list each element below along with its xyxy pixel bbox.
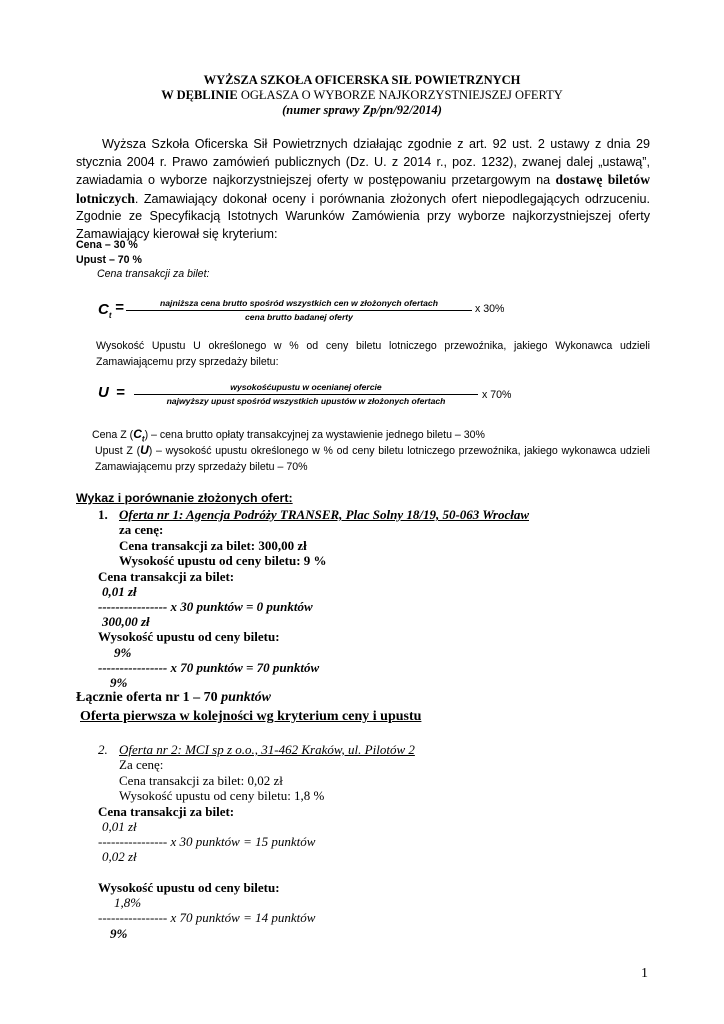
criterion-price: Cena – 30 %: [76, 239, 138, 251]
offer1-calc-discount-line: ---------------- x 70 punktów = 70 punktów: [98, 660, 320, 675]
offer1-discount: Wysokość upustu od ceny biletu: 9 %: [119, 553, 327, 568]
list-title: Wykaz i porównanie złożonych ofert:: [76, 491, 293, 505]
formula-c-multiplier: x 30%: [475, 303, 505, 315]
offer1-price-intro: za cenę:: [119, 522, 164, 537]
intro-bold: dostawę biletów lotniczych: [76, 172, 651, 206]
legend-c-symbol: $C_t$: [133, 427, 145, 444]
offer2-calc-price-den: 0,02 zł: [102, 849, 137, 864]
formula-c-denominator: cena brutto badanej oferty: [245, 312, 353, 322]
offer2-calc-price-line: ---------------- x 30 punktów = 15 punktów: [98, 834, 316, 849]
offer2-calc-price-label: Cena transakcji za bilet:: [98, 804, 235, 819]
offer1-calc-discount-num: 9%: [114, 645, 132, 660]
offer1-calc-price-den: 300,00 zł: [102, 614, 150, 629]
formula-c-eq: =: [115, 299, 124, 316]
offer2-number: 2.: [98, 742, 108, 757]
offer2-price-intro: Za cenę:: [119, 757, 164, 772]
formula-discount: [98, 381, 528, 409]
offer2-calc-price-num: 0,01 zł: [102, 819, 137, 834]
intro-paragraph: [76, 136, 650, 244]
legend-discount: Upust Z (U) – wysokość upustu określonego w % od ceny biletu lotniczego przewoźnika, jakiego wykonawca udzieli Zamawiającemu przy sprzedaży biletu – 70%: [95, 443, 650, 473]
formula-c-numerator: najniższa cena brutto spośród wszystkich cen w złożonych ofertach: [160, 298, 438, 308]
header-line-2-bold: W DĘBLINIE: [161, 88, 238, 102]
offer2-price: Cena transakcji za bilet: 0,02 zł: [119, 773, 283, 788]
criterion-discount: Upust – 70 %: [76, 254, 142, 266]
offer1-calc-price-label: Cena transakcji za bilet:: [98, 569, 235, 584]
formula-u-numerator: wysokośćupustu w ocenianej ofercie: [230, 382, 382, 392]
discount-paragraph: Wysokość Upustu U określonego w % od ceny biletu lotniczego przewoźnika, jakiego Wykonawca udzieli Zamawiającemu przy sprzedaży biletu:: [96, 340, 650, 368]
intro-text-1: Wyższa Szkoła Oficerska Sił Powietrznych działając zgodnie z art. 92 ust. 2 ustawy z dnia 29 stycznia 2004 r. Prawo zamówień publicznych (Dz. U. z 2014 r., poz. 1232), zwanej dalej „ustawą”, zawiadamia o wyborze najkorzystniejszej oferty w postępowaniu przetargowym na: [76, 137, 650, 188]
case-number: (numer sprawy Zp/pn/92/2014): [282, 103, 442, 117]
offer2-discount: Wysokość upustu od ceny biletu: 1,8 %: [119, 788, 325, 803]
offer1-calc-discount-den: 9%: [110, 675, 128, 690]
offer1-calc-price-num: 0,01 zł: [102, 584, 137, 599]
formula-u-multiplier: x 70%: [482, 389, 512, 401]
offer1-total: Łącznie oferta nr 1 – 70 punktów: [76, 690, 271, 705]
legend-u-symbol: U: [140, 443, 149, 457]
offer2-calc-discount-label: Wysokość upustu od ceny biletu:: [98, 880, 280, 895]
offer1-title: Oferta nr 1: Agencja Podróży TRANSER, Plac Solny 18/19, 50-063 Wrocław: [119, 507, 529, 522]
intro-text-2: . Zamawiający dokonał oceny i porównania złożonych ofert niepodlegających odrzuceniu. Zgodnie ze Specyfikacją Istotnych Warunków Zamówienia przy wyborze najkorzystniejszej oferty Zamawiający kierował się kryterium:: [76, 191, 650, 241]
offer1-calc-price-line: ---------------- x 30 punktów = 0 punktów: [98, 599, 313, 614]
offer1-ranking: Oferta pierwsza w kolejności wg kryterium ceny i upustu: [80, 709, 422, 724]
offer1-price: Cena transakcji za bilet: 300,00 zł: [119, 538, 307, 553]
formula-u-eq: =: [116, 384, 125, 401]
header-line-1: WYŻSZA SZKOŁA OFICERSKA SIŁ POWIETRZNYCH: [203, 73, 521, 87]
page-number: 1: [641, 966, 648, 981]
offer2-title: Oferta nr 2: MCI sp z o.o., 31-462 Kraków, ul. Pilotów 2: [119, 742, 415, 757]
price-label: Cena transakcji za bilet:: [97, 268, 210, 280]
offer1-number: 1.: [98, 507, 108, 522]
formula-u-denominator: najwyższy upust spośród wszystkich upustów w złożonych ofertach: [166, 396, 446, 406]
offer2-calc-discount-den: 9%: [110, 926, 128, 941]
formula-c-symbol: $C_t$: [98, 301, 112, 320]
header-line-2-rest: OGŁASZA O WYBORZE NAJKORZYSTNIEJSZEJ OFERTY: [237, 88, 563, 102]
formula-price: [98, 297, 518, 325]
formula-c-fraction-line: [126, 310, 472, 311]
formula-u-symbol: U: [98, 384, 109, 401]
legend-price: Cena Z $(C_t)$ – cena brutto opłaty transakcyjnej za wystawienie jednego biletu – 30%: [92, 427, 485, 444]
offer1-calc-discount-label: Wysokość upustu od ceny biletu:: [98, 629, 280, 644]
offer2-calc-discount-line: ---------------- x 70 punktów = 14 punktów: [98, 910, 316, 925]
header-line-2: [0, 88, 724, 103]
formula-u-fraction-line: [134, 394, 478, 395]
offer2-calc-discount-num: 1,8%: [114, 895, 142, 910]
